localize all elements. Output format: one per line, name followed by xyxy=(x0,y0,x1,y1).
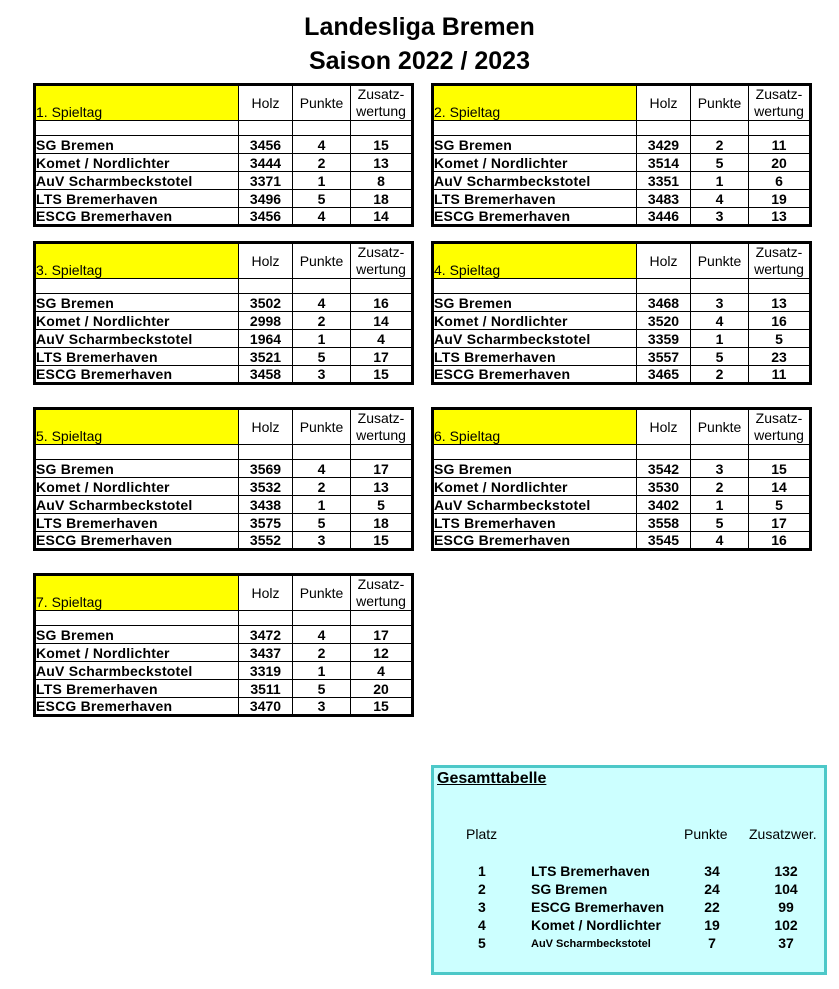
zusatz-header xyxy=(351,85,413,121)
standings-zusatz: 132 xyxy=(774,863,798,879)
table-row xyxy=(35,514,413,532)
team-name: Komet / Nordlichter xyxy=(35,478,239,496)
zusatz-value: 4 xyxy=(351,330,413,348)
zusatz-header-line1: Zusatz- xyxy=(755,244,803,260)
punkte-value: 1 xyxy=(293,662,351,680)
holz-value: 1964 xyxy=(239,330,293,348)
blank-cell xyxy=(351,611,413,626)
zusatz-header-line2: wertung xyxy=(754,261,804,277)
table-row xyxy=(433,312,811,330)
table-row xyxy=(433,460,811,478)
standings-platz: 3 xyxy=(478,899,486,915)
holz-value: 3532 xyxy=(239,478,293,496)
standings-punkte: 22 xyxy=(704,899,720,915)
matchday-table xyxy=(431,241,812,385)
blank-cell xyxy=(637,279,691,294)
holz-value: 3456 xyxy=(239,136,293,154)
holz-value: 3483 xyxy=(637,190,691,208)
blank-cell xyxy=(637,445,691,460)
blank-cell xyxy=(293,611,351,626)
blank-cell xyxy=(691,445,749,460)
punkte-value: 5 xyxy=(691,348,749,366)
holz-value: 3552 xyxy=(239,532,293,550)
standings-punkte: 24 xyxy=(704,881,720,897)
standings-team: LTS Bremerhaven xyxy=(531,863,650,879)
team-name: AuV Scharmbeckstotel xyxy=(35,496,239,514)
zusatz-value: 17 xyxy=(351,460,413,478)
zusatz-value: 13 xyxy=(749,208,811,226)
standings-header-zusatz: Zusatzwer. xyxy=(749,826,817,842)
standings-platz: 2 xyxy=(478,881,486,897)
matchday-table xyxy=(33,241,414,385)
table-row xyxy=(35,460,413,478)
zusatz-value: 17 xyxy=(749,514,811,532)
holz-value: 3402 xyxy=(637,496,691,514)
blank-cell xyxy=(351,445,413,460)
matchday-table xyxy=(33,83,414,227)
holz-value: 3429 xyxy=(637,136,691,154)
zusatz-value: 18 xyxy=(351,514,413,532)
team-name: AuV Scharmbeckstotel xyxy=(35,330,239,348)
holz-value: 3359 xyxy=(637,330,691,348)
table-row xyxy=(433,208,811,226)
table-row xyxy=(35,208,413,226)
holz-value: 3465 xyxy=(637,366,691,384)
blank-cell xyxy=(351,279,413,294)
punkte-value: 5 xyxy=(293,348,351,366)
zusatz-value: 13 xyxy=(749,294,811,312)
holz-value: 3545 xyxy=(637,532,691,550)
punkte-value: 1 xyxy=(691,496,749,514)
table-row xyxy=(35,190,413,208)
zusatz-header-line1: Zusatz- xyxy=(357,576,405,592)
matchday-table xyxy=(33,573,414,717)
punkte-header: Punkte xyxy=(691,243,749,279)
zusatz-value: 23 xyxy=(749,348,811,366)
holz-value: 3456 xyxy=(239,208,293,226)
holz-header: Holz xyxy=(637,243,691,279)
zusatz-value: 11 xyxy=(749,136,811,154)
standings-box xyxy=(431,765,827,975)
zusatz-value: 14 xyxy=(351,312,413,330)
team-name: Komet / Nordlichter xyxy=(433,312,637,330)
holz-header: Holz xyxy=(637,85,691,121)
zusatz-value: 15 xyxy=(351,366,413,384)
blank-cell xyxy=(293,445,351,460)
matchday-label: 2. Spieltag xyxy=(433,85,637,121)
zusatz-value: 16 xyxy=(351,294,413,312)
team-name: LTS Bremerhaven xyxy=(35,680,239,698)
punkte-value: 4 xyxy=(293,208,351,226)
matchday-label: 7. Spieltag xyxy=(35,575,239,611)
blank-cell xyxy=(239,445,293,460)
holz-value: 2998 xyxy=(239,312,293,330)
zusatz-header-line2: wertung xyxy=(356,593,406,609)
zusatz-value: 12 xyxy=(351,644,413,662)
punkte-value: 5 xyxy=(293,680,351,698)
standings-punkte: 19 xyxy=(704,917,720,933)
blank-cell xyxy=(351,121,413,136)
table-row xyxy=(35,366,413,384)
table-row xyxy=(35,496,413,514)
table-row xyxy=(433,348,811,366)
standings-team: AuV Scharmbeckstotel xyxy=(531,938,651,950)
holz-header: Holz xyxy=(239,243,293,279)
punkte-value: 4 xyxy=(691,532,749,550)
table-row xyxy=(35,172,413,190)
table-row xyxy=(35,154,413,172)
team-name: ESCG Bremerhaven xyxy=(433,366,637,384)
punkte-value: 2 xyxy=(293,312,351,330)
zusatz-value: 15 xyxy=(351,698,413,716)
zusatz-value: 5 xyxy=(351,496,413,514)
punkte-value: 2 xyxy=(293,644,351,662)
table-row xyxy=(35,348,413,366)
team-name: AuV Scharmbeckstotel xyxy=(433,330,637,348)
holz-header: Holz xyxy=(239,85,293,121)
table-row xyxy=(433,154,811,172)
team-name: LTS Bremerhaven xyxy=(433,190,637,208)
team-name: SG Bremen xyxy=(35,626,239,644)
holz-value: 3458 xyxy=(239,366,293,384)
holz-value: 3575 xyxy=(239,514,293,532)
punkte-value: 1 xyxy=(293,172,351,190)
punkte-header: Punkte xyxy=(691,409,749,445)
punkte-value: 4 xyxy=(293,460,351,478)
zusatz-value: 15 xyxy=(351,136,413,154)
holz-value: 3438 xyxy=(239,496,293,514)
holz-header: Holz xyxy=(637,409,691,445)
blank-cell xyxy=(35,445,239,460)
blank-cell xyxy=(749,121,811,136)
punkte-value: 5 xyxy=(293,514,351,532)
team-name: ESCG Bremerhaven xyxy=(35,366,239,384)
standings-punkte: 7 xyxy=(708,935,716,951)
matchday-table xyxy=(431,83,812,227)
punkte-value: 4 xyxy=(293,294,351,312)
standings-punkte: 34 xyxy=(704,863,720,879)
holz-value: 3446 xyxy=(637,208,691,226)
punkte-value: 2 xyxy=(691,366,749,384)
page-title: Landesliga Bremen xyxy=(304,13,535,41)
punkte-value: 5 xyxy=(691,154,749,172)
team-name: SG Bremen xyxy=(433,136,637,154)
zusatz-value: 18 xyxy=(351,190,413,208)
zusatz-header xyxy=(351,575,413,611)
zusatz-value: 20 xyxy=(749,154,811,172)
standings-zusatz: 102 xyxy=(774,917,798,933)
zusatz-header-line1: Zusatz- xyxy=(357,86,405,102)
punkte-header: Punkte xyxy=(293,409,351,445)
team-name: ESCG Bremerhaven xyxy=(433,532,637,550)
holz-value: 3444 xyxy=(239,154,293,172)
team-name: SG Bremen xyxy=(35,294,239,312)
standings-team: ESCG Bremerhaven xyxy=(531,899,665,915)
punkte-value: 2 xyxy=(293,154,351,172)
team-name: LTS Bremerhaven xyxy=(35,514,239,532)
blank-cell xyxy=(35,611,239,626)
table-row xyxy=(35,680,413,698)
zusatz-value: 6 xyxy=(749,172,811,190)
zusatz-value: 16 xyxy=(749,532,811,550)
standings-platz: 4 xyxy=(478,917,486,933)
table-row xyxy=(35,330,413,348)
holz-header: Holz xyxy=(239,409,293,445)
blank-cell xyxy=(239,121,293,136)
matchday-table xyxy=(431,407,812,551)
punkte-value: 4 xyxy=(691,312,749,330)
punkte-value: 5 xyxy=(691,514,749,532)
table-row xyxy=(35,626,413,644)
holz-value: 3521 xyxy=(239,348,293,366)
table-row xyxy=(35,698,413,716)
holz-value: 3542 xyxy=(637,460,691,478)
zusatz-value: 16 xyxy=(749,312,811,330)
table-row xyxy=(433,366,811,384)
team-name: AuV Scharmbeckstotel xyxy=(35,172,239,190)
standings-team: Komet / Nordlichter xyxy=(531,917,661,933)
zusatz-header xyxy=(351,243,413,279)
team-name: AuV Scharmbeckstotel xyxy=(433,496,637,514)
standings-title: Gesamttabelle xyxy=(437,770,547,787)
table-row xyxy=(433,136,811,154)
holz-value: 3530 xyxy=(637,478,691,496)
punkte-value: 4 xyxy=(691,190,749,208)
standings-platz: 1 xyxy=(478,863,486,879)
zusatz-value: 5 xyxy=(749,330,811,348)
zusatz-header-line1: Zusatz- xyxy=(755,410,803,426)
table-row xyxy=(433,294,811,312)
matchday-label: 5. Spieltag xyxy=(35,409,239,445)
season-title: Saison 2022 / 2023 xyxy=(309,47,530,75)
team-name: AuV Scharmbeckstotel xyxy=(35,662,239,680)
blank-cell xyxy=(433,279,637,294)
standings-header-platz: Platz xyxy=(466,826,498,842)
zusatz-header-line1: Zusatz- xyxy=(755,86,803,102)
zusatz-value: 15 xyxy=(351,532,413,550)
team-name: Komet / Nordlichter xyxy=(35,312,239,330)
standings-zusatz: 37 xyxy=(778,935,794,951)
zusatz-header xyxy=(749,243,811,279)
punkte-header: Punkte xyxy=(293,243,351,279)
holz-header: Holz xyxy=(239,575,293,611)
punkte-value: 5 xyxy=(293,190,351,208)
zusatz-value: 5 xyxy=(749,496,811,514)
blank-cell xyxy=(239,611,293,626)
holz-value: 3351 xyxy=(637,172,691,190)
zusatz-value: 15 xyxy=(749,460,811,478)
zusatz-value: 11 xyxy=(749,366,811,384)
team-name: Komet / Nordlichter xyxy=(433,154,637,172)
team-name: ESCG Bremerhaven xyxy=(433,208,637,226)
team-name: LTS Bremerhaven xyxy=(433,514,637,532)
team-name: LTS Bremerhaven xyxy=(35,348,239,366)
table-row xyxy=(35,136,413,154)
punkte-value: 1 xyxy=(293,330,351,348)
zusatz-header-line2: wertung xyxy=(754,103,804,119)
table-row xyxy=(35,294,413,312)
table-row xyxy=(433,172,811,190)
table-row xyxy=(35,312,413,330)
holz-value: 3520 xyxy=(637,312,691,330)
table-row xyxy=(433,532,811,550)
zusatz-header-line2: wertung xyxy=(754,427,804,443)
team-name: SG Bremen xyxy=(433,460,637,478)
punkte-value: 1 xyxy=(293,496,351,514)
zusatz-header xyxy=(351,409,413,445)
table-row xyxy=(433,514,811,532)
zusatz-header-line2: wertung xyxy=(356,427,406,443)
punkte-value: 2 xyxy=(293,478,351,496)
punkte-value: 3 xyxy=(293,698,351,716)
matchday-label: 3. Spieltag xyxy=(35,243,239,279)
zusatz-header xyxy=(749,409,811,445)
zusatz-value: 13 xyxy=(351,154,413,172)
blank-cell xyxy=(293,121,351,136)
punkte-value: 3 xyxy=(691,294,749,312)
team-name: SG Bremen xyxy=(433,294,637,312)
zusatz-value: 8 xyxy=(351,172,413,190)
team-name: ESCG Bremerhaven xyxy=(35,208,239,226)
team-name: ESCG Bremerhaven xyxy=(35,698,239,716)
team-name: SG Bremen xyxy=(35,460,239,478)
punkte-header: Punkte xyxy=(691,85,749,121)
zusatz-header-line1: Zusatz- xyxy=(357,410,405,426)
team-name: Komet / Nordlichter xyxy=(35,154,239,172)
team-name: LTS Bremerhaven xyxy=(35,190,239,208)
table-row xyxy=(35,662,413,680)
table-row xyxy=(433,496,811,514)
blank-cell xyxy=(433,121,637,136)
holz-value: 3319 xyxy=(239,662,293,680)
punkte-value: 3 xyxy=(293,532,351,550)
matchday-table xyxy=(33,407,414,551)
punkte-value: 3 xyxy=(691,208,749,226)
holz-value: 3514 xyxy=(637,154,691,172)
matchday-label: 1. Spieltag xyxy=(35,85,239,121)
punkte-value: 4 xyxy=(293,626,351,644)
standings-team: SG Bremen xyxy=(531,881,608,897)
blank-cell xyxy=(749,445,811,460)
blank-cell xyxy=(691,279,749,294)
zusatz-header xyxy=(749,85,811,121)
holz-value: 3472 xyxy=(239,626,293,644)
team-name: Komet / Nordlichter xyxy=(35,644,239,662)
punkte-value: 1 xyxy=(691,330,749,348)
holz-value: 3569 xyxy=(239,460,293,478)
team-name: AuV Scharmbeckstotel xyxy=(433,172,637,190)
matchday-label: 6. Spieltag xyxy=(433,409,637,445)
holz-value: 3502 xyxy=(239,294,293,312)
holz-value: 3557 xyxy=(637,348,691,366)
team-name: LTS Bremerhaven xyxy=(433,348,637,366)
zusatz-value: 14 xyxy=(351,208,413,226)
zusatz-value: 20 xyxy=(351,680,413,698)
table-row xyxy=(35,644,413,662)
table-row xyxy=(433,190,811,208)
standings-zusatz: 104 xyxy=(774,881,798,897)
zusatz-value: 17 xyxy=(351,626,413,644)
punkte-value: 4 xyxy=(293,136,351,154)
team-name: SG Bremen xyxy=(35,136,239,154)
standings-zusatz: 99 xyxy=(778,899,794,915)
punkte-value: 3 xyxy=(293,366,351,384)
blank-cell xyxy=(749,279,811,294)
table-row xyxy=(433,330,811,348)
table-row xyxy=(35,478,413,496)
holz-value: 3511 xyxy=(239,680,293,698)
blank-cell xyxy=(293,279,351,294)
blank-cell xyxy=(433,445,637,460)
punkte-header: Punkte xyxy=(293,575,351,611)
holz-value: 3558 xyxy=(637,514,691,532)
punkte-value: 2 xyxy=(691,478,749,496)
blank-cell xyxy=(35,121,239,136)
zusatz-header-line1: Zusatz- xyxy=(357,244,405,260)
zusatz-value: 4 xyxy=(351,662,413,680)
blank-cell xyxy=(637,121,691,136)
blank-cell xyxy=(35,279,239,294)
table-row xyxy=(433,478,811,496)
blank-cell xyxy=(691,121,749,136)
zusatz-value: 17 xyxy=(351,348,413,366)
holz-value: 3496 xyxy=(239,190,293,208)
holz-value: 3468 xyxy=(637,294,691,312)
punkte-value: 1 xyxy=(691,172,749,190)
punkte-header: Punkte xyxy=(293,85,351,121)
team-name: ESCG Bremerhaven xyxy=(35,532,239,550)
holz-value: 3470 xyxy=(239,698,293,716)
punkte-value: 3 xyxy=(691,460,749,478)
matchday-label: 4. Spieltag xyxy=(433,243,637,279)
team-name: Komet / Nordlichter xyxy=(433,478,637,496)
table-row xyxy=(35,532,413,550)
zusatz-header-line2: wertung xyxy=(356,103,406,119)
holz-value: 3437 xyxy=(239,644,293,662)
zusatz-value: 19 xyxy=(749,190,811,208)
blank-cell xyxy=(239,279,293,294)
holz-value: 3371 xyxy=(239,172,293,190)
standings-header-punkte: Punkte xyxy=(684,826,728,842)
zusatz-header-line2: wertung xyxy=(356,261,406,277)
zusatz-value: 13 xyxy=(351,478,413,496)
standings-platz: 5 xyxy=(478,935,486,951)
punkte-value: 2 xyxy=(691,136,749,154)
zusatz-value: 14 xyxy=(749,478,811,496)
